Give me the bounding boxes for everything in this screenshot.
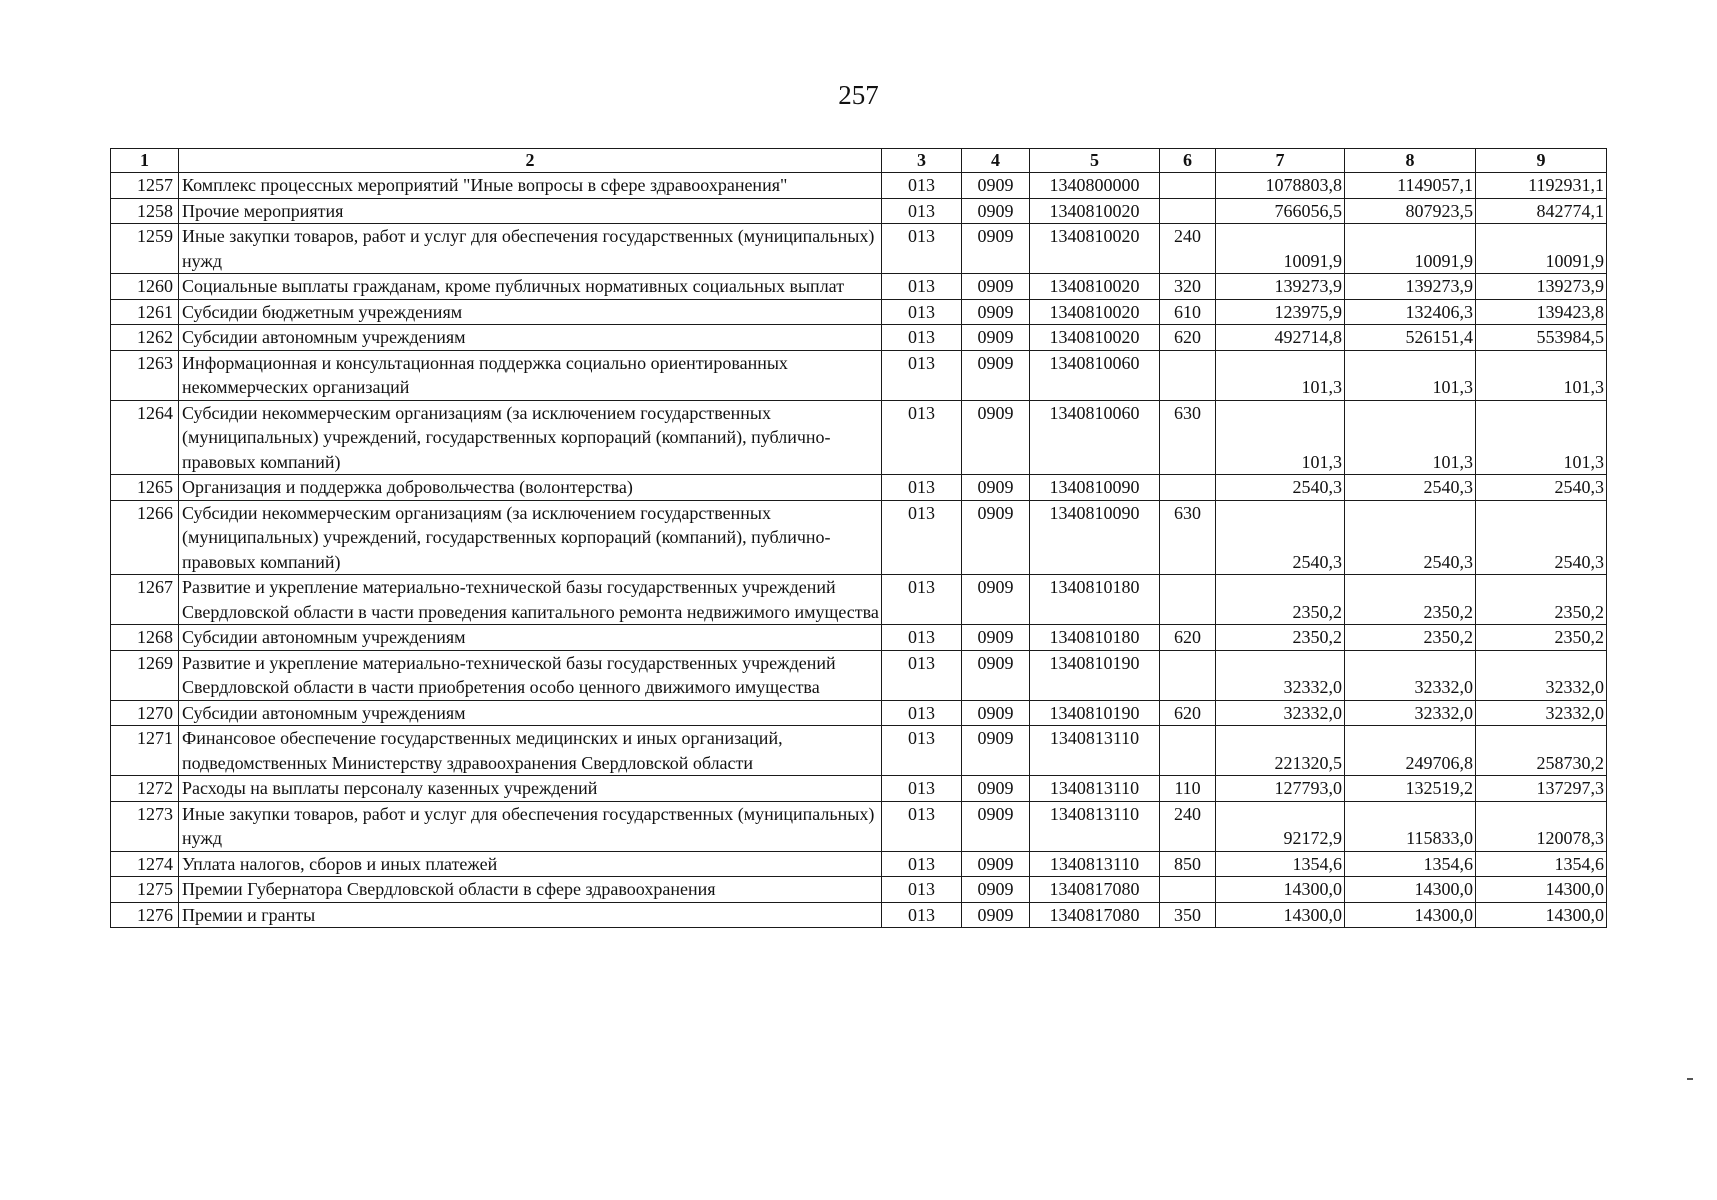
amount-col9-cell: 842774,1 (1476, 198, 1607, 224)
amount-col9-cell: 14300,0 (1476, 877, 1607, 903)
target-article-cell: 1340810180 (1030, 575, 1160, 625)
amount-col7-cell: 2540,3 (1216, 500, 1345, 575)
row-number-cell: 1274 (111, 851, 179, 877)
expense-type-cell (1160, 173, 1216, 199)
expense-name-cell: Информационная и консультационная поддержка социально ориентированных некоммерческих организаций (179, 350, 882, 400)
amount-col8-cell: 139273,9 (1345, 274, 1476, 300)
expense-type-cell: 620 (1160, 700, 1216, 726)
expense-name-cell: Организация и поддержка добровольчества (волонтерства) (179, 475, 882, 501)
amount-col9-cell: 10091,9 (1476, 224, 1607, 274)
amount-col9-cell: 258730,2 (1476, 726, 1607, 776)
amount-col7-cell: 221320,5 (1216, 726, 1345, 776)
section-code-cell: 0909 (962, 198, 1030, 224)
target-article-cell: 1340813110 (1030, 726, 1160, 776)
amount-col7-cell: 123975,9 (1216, 299, 1345, 325)
amount-col7-cell: 2540,3 (1216, 475, 1345, 501)
row-number-cell: 1264 (111, 400, 179, 475)
header-cell-2: 2 (179, 149, 882, 173)
amount-col9-cell: 2540,3 (1476, 475, 1607, 501)
ministry-code-cell: 013 (882, 575, 962, 625)
section-code-cell: 0909 (962, 700, 1030, 726)
amount-col8-cell: 115833,0 (1345, 801, 1476, 851)
target-article-cell: 1340810020 (1030, 198, 1160, 224)
row-number-cell: 1261 (111, 299, 179, 325)
row-number-cell: 1271 (111, 726, 179, 776)
section-code-cell: 0909 (962, 400, 1030, 475)
expense-type-cell: 240 (1160, 224, 1216, 274)
expense-type-cell (1160, 350, 1216, 400)
expense-name-cell: Иные закупки товаров, работ и услуг для обеспечения государственных (муниципальных) нужд (179, 801, 882, 851)
amount-col7-cell: 2350,2 (1216, 625, 1345, 651)
amount-col9-cell: 101,3 (1476, 350, 1607, 400)
target-article-cell: 1340810190 (1030, 700, 1160, 726)
expense-name-cell: Уплата налогов, сборов и иных платежей (179, 851, 882, 877)
ministry-code-cell: 013 (882, 851, 962, 877)
ministry-code-cell: 013 (882, 877, 962, 903)
section-code-cell: 0909 (962, 274, 1030, 300)
section-code-cell: 0909 (962, 877, 1030, 903)
amount-col8-cell: 14300,0 (1345, 902, 1476, 928)
target-article-cell: 1340810020 (1030, 274, 1160, 300)
target-article-cell: 1340810180 (1030, 625, 1160, 651)
section-code-cell: 0909 (962, 224, 1030, 274)
expense-type-cell: 110 (1160, 776, 1216, 802)
amount-col8-cell: 2350,2 (1345, 575, 1476, 625)
amount-col9-cell: 137297,3 (1476, 776, 1607, 802)
amount-col8-cell: 526151,4 (1345, 325, 1476, 351)
amount-col9-cell: 1354,6 (1476, 851, 1607, 877)
amount-col7-cell: 14300,0 (1216, 877, 1345, 903)
table-row (111, 776, 1607, 802)
expense-type-cell: 620 (1160, 625, 1216, 651)
expense-name-cell: Субсидии автономным учреждениям (179, 700, 882, 726)
table-row (111, 851, 1607, 877)
amount-col8-cell: 101,3 (1345, 350, 1476, 400)
scan-mark (1687, 1078, 1693, 1080)
expense-type-cell: 630 (1160, 400, 1216, 475)
table-row (111, 350, 1607, 400)
section-code-cell: 0909 (962, 625, 1030, 651)
section-code-cell: 0909 (962, 475, 1030, 501)
amount-col9-cell: 553984,5 (1476, 325, 1607, 351)
target-article-cell: 1340817080 (1030, 902, 1160, 928)
section-code-cell: 0909 (962, 500, 1030, 575)
expense-name-cell: Комплекс процессных мероприятий "Иные вопросы в сфере здравоохранения" (179, 173, 882, 199)
expense-name-cell: Субсидии некоммерческим организациям (за исключением государственных (муниципальных) учреждений, государственных корпораций (компаний), публично-правовых компаний) (179, 500, 882, 575)
target-article-cell: 1340813110 (1030, 801, 1160, 851)
amount-col8-cell: 32332,0 (1345, 650, 1476, 700)
table-row (111, 500, 1607, 575)
amount-col9-cell: 120078,3 (1476, 801, 1607, 851)
expense-type-cell: 630 (1160, 500, 1216, 575)
expense-name-cell: Социальные выплаты гражданам, кроме публичных нормативных социальных выплат (179, 274, 882, 300)
row-number-cell: 1265 (111, 475, 179, 501)
section-code-cell: 0909 (962, 350, 1030, 400)
amount-col8-cell: 101,3 (1345, 400, 1476, 475)
amount-col7-cell: 32332,0 (1216, 650, 1345, 700)
row-number-cell: 1268 (111, 625, 179, 651)
ministry-code-cell: 013 (882, 776, 962, 802)
target-article-cell: 1340813110 (1030, 776, 1160, 802)
table-row (111, 400, 1607, 475)
amount-col9-cell: 14300,0 (1476, 902, 1607, 928)
expense-type-cell (1160, 877, 1216, 903)
table-body (111, 173, 1607, 928)
row-number-cell: 1266 (111, 500, 179, 575)
row-number-cell: 1262 (111, 325, 179, 351)
ministry-code-cell: 013 (882, 400, 962, 475)
ministry-code-cell: 013 (882, 299, 962, 325)
section-code-cell: 0909 (962, 650, 1030, 700)
ministry-code-cell: 013 (882, 700, 962, 726)
row-number-cell: 1258 (111, 198, 179, 224)
amount-col9-cell: 139273,9 (1476, 274, 1607, 300)
amount-col8-cell: 1149057,1 (1345, 173, 1476, 199)
budget-table (110, 148, 1607, 928)
expense-type-cell: 240 (1160, 801, 1216, 851)
amount-col8-cell: 10091,9 (1345, 224, 1476, 274)
amount-col8-cell: 132406,3 (1345, 299, 1476, 325)
amount-col9-cell: 32332,0 (1476, 700, 1607, 726)
section-code-cell: 0909 (962, 726, 1030, 776)
ministry-code-cell: 013 (882, 198, 962, 224)
row-number-cell: 1275 (111, 877, 179, 903)
expense-name-cell: Прочие мероприятия (179, 198, 882, 224)
row-number-cell: 1272 (111, 776, 179, 802)
amount-col9-cell: 32332,0 (1476, 650, 1607, 700)
expense-name-cell: Субсидии бюджетным учреждениям (179, 299, 882, 325)
amount-col8-cell: 2540,3 (1345, 475, 1476, 501)
header-cell-5: 5 (1030, 149, 1160, 173)
target-article-cell: 1340813110 (1030, 851, 1160, 877)
amount-col8-cell: 1354,6 (1345, 851, 1476, 877)
amount-col8-cell: 132519,2 (1345, 776, 1476, 802)
amount-col7-cell: 127793,0 (1216, 776, 1345, 802)
target-article-cell: 1340810190 (1030, 650, 1160, 700)
amount-col7-cell: 101,3 (1216, 400, 1345, 475)
ministry-code-cell: 013 (882, 801, 962, 851)
row-number-cell: 1267 (111, 575, 179, 625)
expense-name-cell: Премии и гранты (179, 902, 882, 928)
header-cell-6: 6 (1160, 149, 1216, 173)
header-row (111, 149, 1607, 173)
amount-col7-cell: 101,3 (1216, 350, 1345, 400)
ministry-code-cell: 013 (882, 325, 962, 351)
section-code-cell: 0909 (962, 575, 1030, 625)
expense-type-cell: 620 (1160, 325, 1216, 351)
row-number-cell: 1263 (111, 350, 179, 400)
expense-type-cell (1160, 575, 1216, 625)
amount-col8-cell: 32332,0 (1345, 700, 1476, 726)
expense-name-cell: Развитие и укрепление материально-технической базы государственных учреждений Свердловской области в части приобретения особо ценного движимого имущества (179, 650, 882, 700)
ministry-code-cell: 013 (882, 500, 962, 575)
target-article-cell: 1340810020 (1030, 224, 1160, 274)
section-code-cell: 0909 (962, 325, 1030, 351)
amount-col9-cell: 2350,2 (1476, 625, 1607, 651)
ministry-code-cell: 013 (882, 625, 962, 651)
table-row (111, 625, 1607, 651)
section-code-cell: 0909 (962, 776, 1030, 802)
table-row (111, 475, 1607, 501)
section-code-cell: 0909 (962, 299, 1030, 325)
target-article-cell: 1340810020 (1030, 325, 1160, 351)
amount-col7-cell: 1078803,8 (1216, 173, 1345, 199)
target-article-cell: 1340800000 (1030, 173, 1160, 199)
amount-col7-cell: 32332,0 (1216, 700, 1345, 726)
table-row (111, 173, 1607, 199)
table-row (111, 575, 1607, 625)
ministry-code-cell: 013 (882, 274, 962, 300)
expense-name-cell: Субсидии автономным учреждениям (179, 325, 882, 351)
expense-type-cell: 610 (1160, 299, 1216, 325)
amount-col9-cell: 2540,3 (1476, 500, 1607, 575)
expense-name-cell: Субсидии автономным учреждениям (179, 625, 882, 651)
expense-name-cell: Развитие и укрепление материально-технической базы государственных учреждений Свердловской области в части проведения капитального ремонта недвижимого имущества (179, 575, 882, 625)
table-row (111, 299, 1607, 325)
table-row (111, 650, 1607, 700)
ministry-code-cell: 013 (882, 224, 962, 274)
header-cell-7: 7 (1216, 149, 1345, 173)
amount-col7-cell: 10091,9 (1216, 224, 1345, 274)
table-row (111, 902, 1607, 928)
expense-name-cell: Премии Губернатора Свердловской области в сфере здравоохранения (179, 877, 882, 903)
table-row (111, 801, 1607, 851)
row-number-cell: 1276 (111, 902, 179, 928)
target-article-cell: 1340810060 (1030, 400, 1160, 475)
ministry-code-cell: 013 (882, 475, 962, 501)
section-code-cell: 0909 (962, 902, 1030, 928)
page-number: 257 (838, 80, 879, 110)
amount-col8-cell: 14300,0 (1345, 877, 1476, 903)
table-row (111, 877, 1607, 903)
amount-col7-cell: 766056,5 (1216, 198, 1345, 224)
amount-col7-cell: 14300,0 (1216, 902, 1345, 928)
expense-name-cell: Финансовое обеспечение государственных медицинских и иных организаций, подведомственных Министерству здравоохранения Свердловской области (179, 726, 882, 776)
amount-col8-cell: 2540,3 (1345, 500, 1476, 575)
ministry-code-cell: 013 (882, 650, 962, 700)
expense-name-cell: Субсидии некоммерческим организациям (за исключением государственных (муниципальных) учреждений, государственных корпораций (компаний), публично-правовых компаний) (179, 400, 882, 475)
target-article-cell: 1340810060 (1030, 350, 1160, 400)
section-code-cell: 0909 (962, 801, 1030, 851)
amount-col9-cell: 1192931,1 (1476, 173, 1607, 199)
header-cell-8: 8 (1345, 149, 1476, 173)
amount-col7-cell: 92172,9 (1216, 801, 1345, 851)
table-row (111, 726, 1607, 776)
row-number-cell: 1260 (111, 274, 179, 300)
section-code-cell: 0909 (962, 851, 1030, 877)
amount-col9-cell: 2350,2 (1476, 575, 1607, 625)
table-row (111, 224, 1607, 274)
amount-col8-cell: 2350,2 (1345, 625, 1476, 651)
expense-name-cell: Иные закупки товаров, работ и услуг для обеспечения государственных (муниципальных) нужд (179, 224, 882, 274)
table-row (111, 198, 1607, 224)
expense-type-cell: 350 (1160, 902, 1216, 928)
amount-col9-cell: 139423,8 (1476, 299, 1607, 325)
ministry-code-cell: 013 (882, 350, 962, 400)
target-article-cell: 1340810090 (1030, 475, 1160, 501)
table-row (111, 325, 1607, 351)
amount-col7-cell: 492714,8 (1216, 325, 1345, 351)
ministry-code-cell: 013 (882, 726, 962, 776)
row-number-cell: 1257 (111, 173, 179, 199)
amount-col7-cell: 139273,9 (1216, 274, 1345, 300)
target-article-cell: 1340810020 (1030, 299, 1160, 325)
expense-name-cell: Расходы на выплаты персоналу казенных учреждений (179, 776, 882, 802)
header-cell-3: 3 (882, 149, 962, 173)
header-cell-9: 9 (1476, 149, 1607, 173)
target-article-cell: 1340810090 (1030, 500, 1160, 575)
amount-col7-cell: 1354,6 (1216, 851, 1345, 877)
row-number-cell: 1270 (111, 700, 179, 726)
header-cell-1: 1 (111, 149, 179, 173)
expense-type-cell (1160, 475, 1216, 501)
expense-type-cell (1160, 198, 1216, 224)
table-row (111, 274, 1607, 300)
row-number-cell: 1273 (111, 801, 179, 851)
expense-type-cell: 850 (1160, 851, 1216, 877)
expense-type-cell (1160, 650, 1216, 700)
ministry-code-cell: 013 (882, 173, 962, 199)
amount-col9-cell: 101,3 (1476, 400, 1607, 475)
expense-type-cell: 320 (1160, 274, 1216, 300)
section-code-cell: 0909 (962, 173, 1030, 199)
target-article-cell: 1340817080 (1030, 877, 1160, 903)
amount-col8-cell: 807923,5 (1345, 198, 1476, 224)
ministry-code-cell: 013 (882, 902, 962, 928)
amount-col7-cell: 2350,2 (1216, 575, 1345, 625)
table-row (111, 700, 1607, 726)
header-cell-4: 4 (962, 149, 1030, 173)
row-number-cell: 1269 (111, 650, 179, 700)
amount-col8-cell: 249706,8 (1345, 726, 1476, 776)
row-number-cell: 1259 (111, 224, 179, 274)
expense-type-cell (1160, 726, 1216, 776)
